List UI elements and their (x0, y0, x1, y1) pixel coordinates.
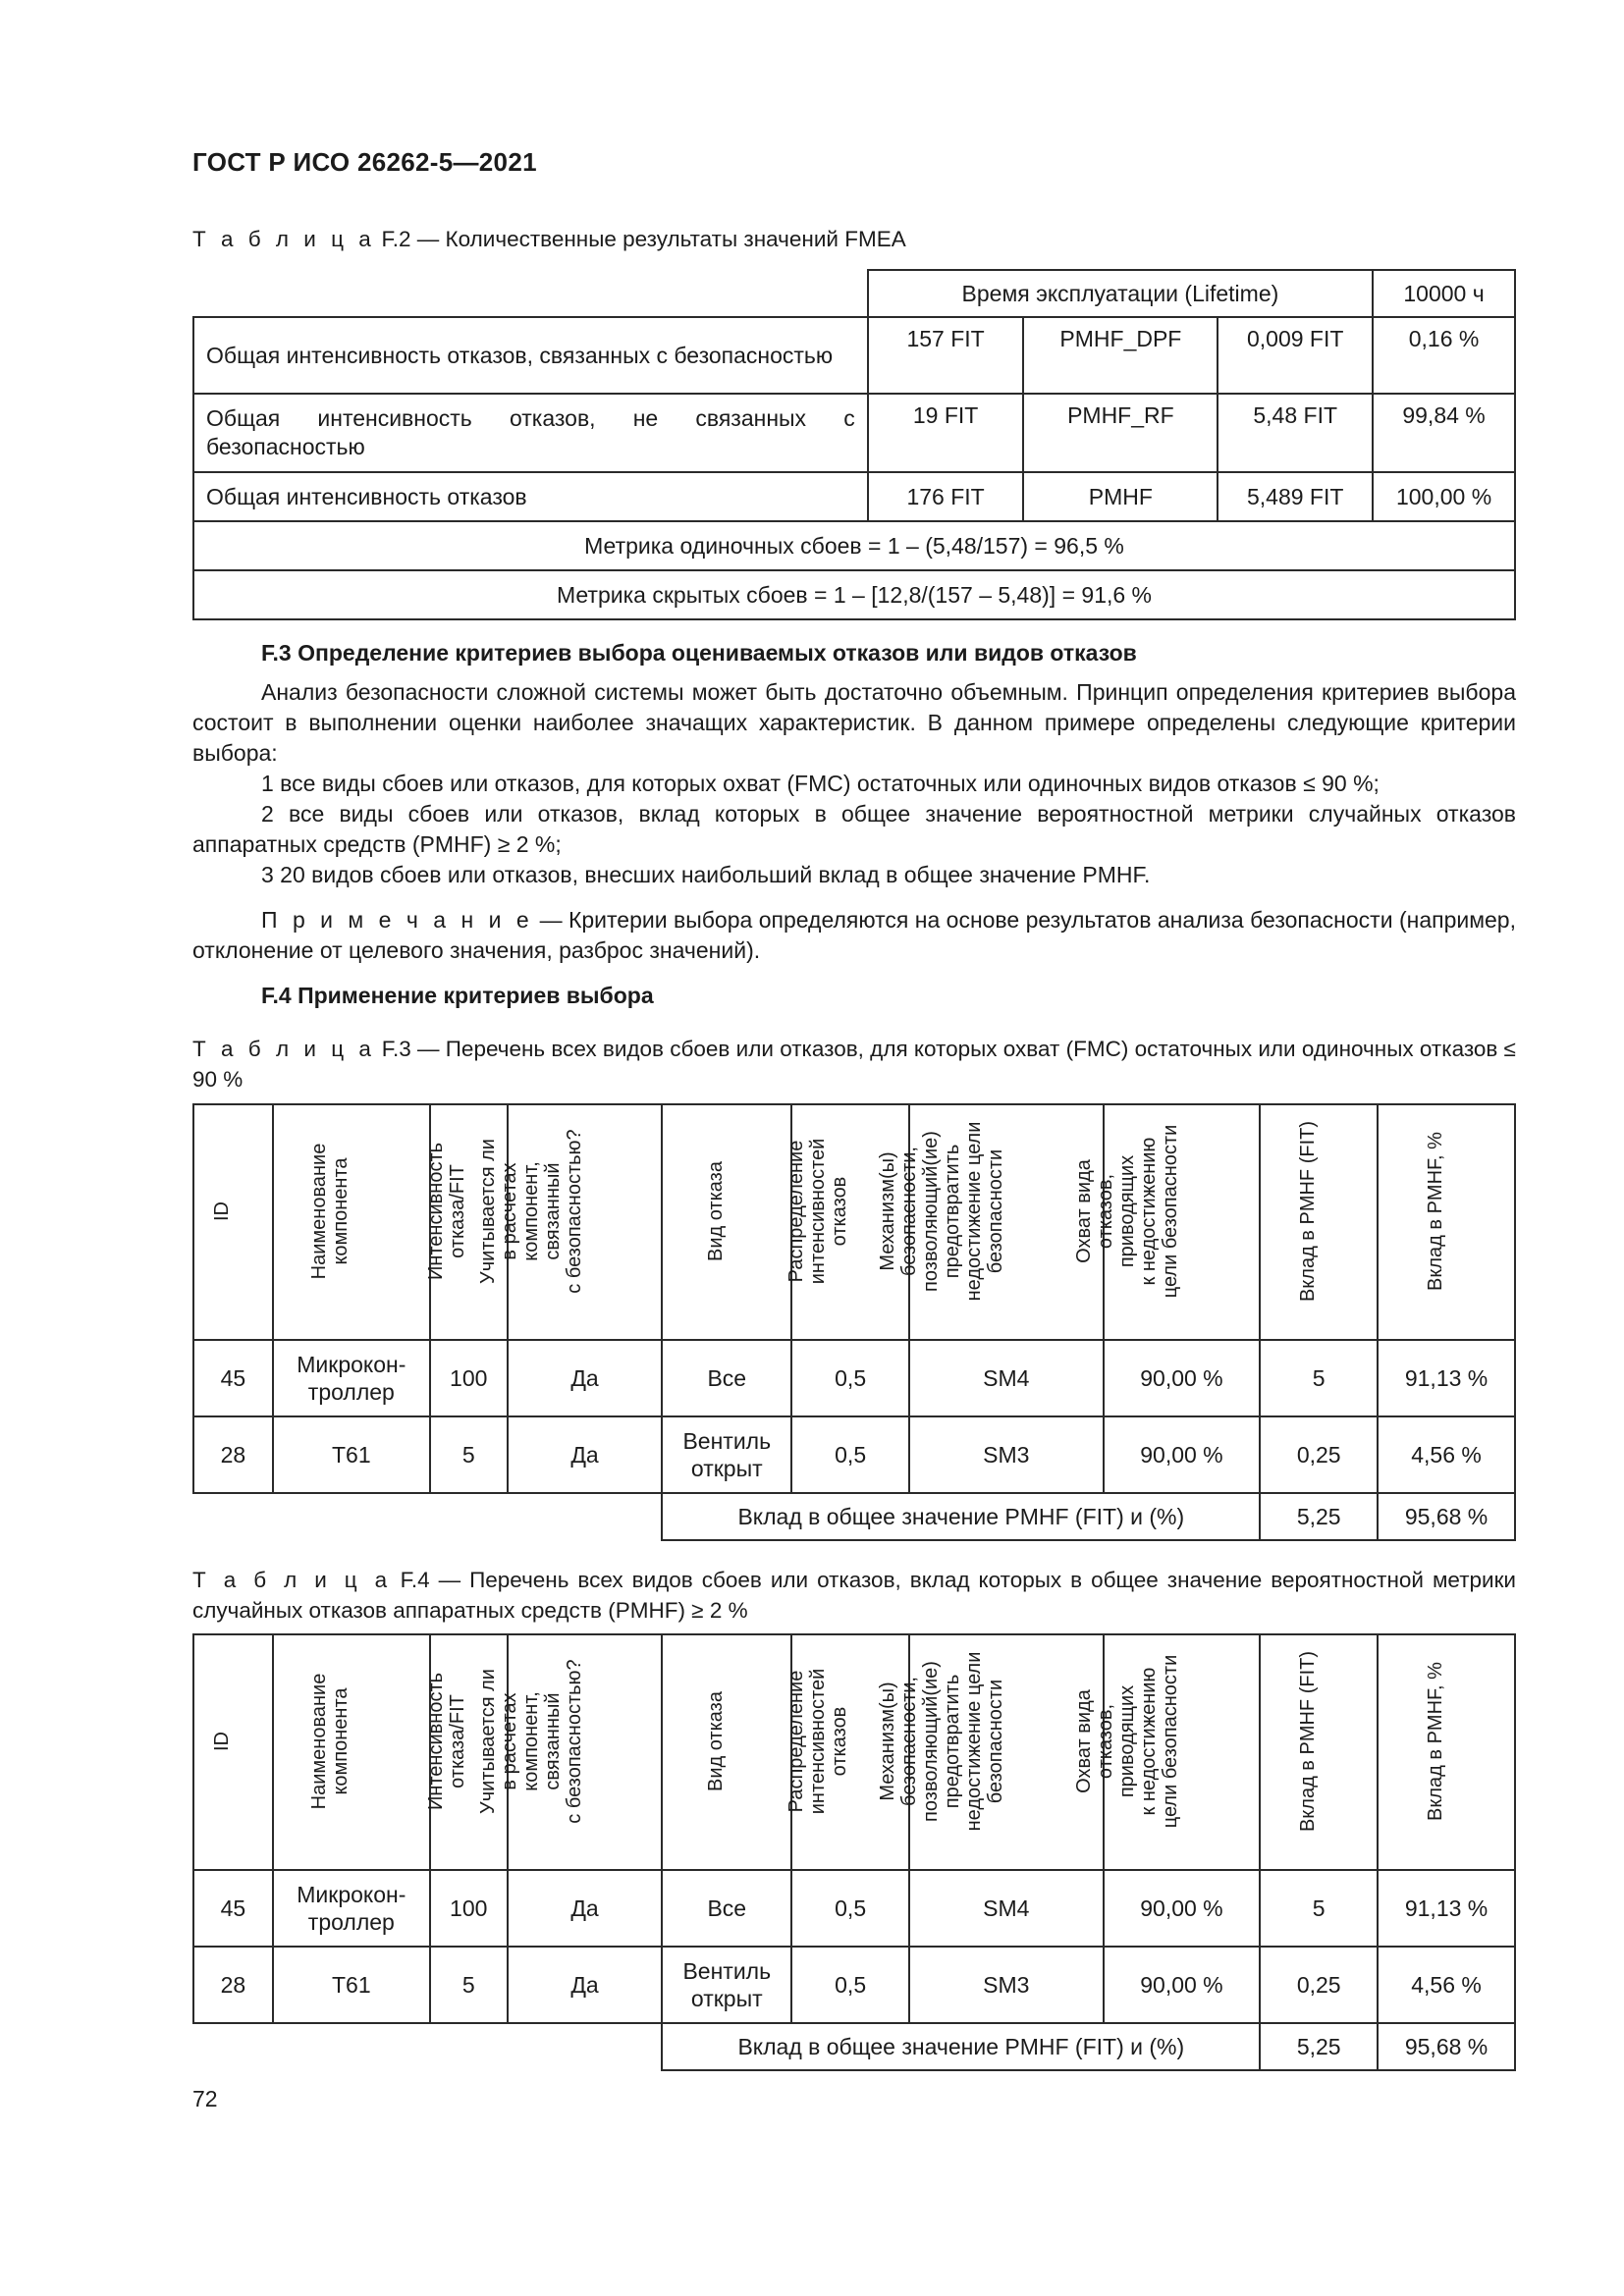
cell-mode: Вентиль открыт (662, 1416, 791, 1493)
col-header-dist: Распределение интенсивностей отказов (791, 1104, 909, 1340)
single-point-metric: Метрика одиночных сбоев = 1 – (5,48/157) = 96,5 % (193, 521, 1515, 570)
cell-counted: Да (508, 1870, 663, 1947)
table-row (193, 394, 1515, 472)
col-header-contrib-pct: Вклад в PMHF, % (1378, 1104, 1515, 1340)
row-metric: PMHF_DPF (1023, 317, 1218, 394)
col-header-contrib-fit: Вклад в PMHF (FIT) (1260, 1104, 1378, 1340)
cell-coverage: 90,00 % (1104, 1947, 1261, 2023)
cell-coverage: 90,00 % (1104, 1340, 1261, 1416)
table-f3-caption-text: F.3 — Перечень всех видов сбоев или отказов, для которых охват (FMC) остаточных или одиночных отказов ≤ 90 % (192, 1037, 1516, 1092)
cell-counted: Да (508, 1947, 663, 2023)
col-header-dist: Распределение интенсивностей отказов (791, 1634, 909, 1870)
criteria-item-1: 1 все виды сбоев или отказов, для которых охват (FMC) остаточных или одиночных видов отказов ≤ 90 %; (261, 771, 1380, 796)
col-header-id: ID (193, 1634, 273, 1870)
col-header-mech: Механизм(ы) безопасности, позволяющий(ие) предотвратить недостижение цели безопасности (909, 1634, 1104, 1870)
latent-fault-metric: Метрика скрытых сбоев = 1 – [12,8/(157 – 5,48)] = 91,6 % (193, 570, 1515, 619)
row-percent: 100,00 % (1373, 472, 1515, 521)
table-f4-caption (192, 1565, 1516, 1626)
total-row (193, 2023, 1515, 2070)
cell-mech: SM4 (909, 1870, 1104, 1947)
cell-contrib-pct: 4,56 % (1378, 1416, 1515, 1493)
table-row (193, 1947, 1515, 2023)
cell-id: 45 (193, 1870, 273, 1947)
table-f4 (192, 1633, 1516, 2071)
row-fit: 19 FIT (868, 394, 1024, 472)
cell-dist: 0,5 (791, 1870, 909, 1947)
cell-contrib-fit: 5 (1260, 1340, 1378, 1416)
cell-rate: 5 (430, 1947, 508, 2023)
cell-id: 28 (193, 1947, 273, 2023)
cell-coverage: 90,00 % (1104, 1416, 1261, 1493)
page-number: 72 (192, 2086, 218, 2111)
cell-name: T61 (273, 1947, 430, 2023)
row-metric: PMHF_RF (1023, 394, 1218, 472)
table-f2-caption-text: F.2 — Количественные результаты значений FMEA (381, 227, 906, 251)
col-header-counted: Учитывается ли в расчетах компонент, связанный с безопасностью? (508, 1104, 663, 1340)
row-metric: PMHF (1023, 472, 1218, 521)
table-row (193, 472, 1515, 521)
row-fit: 176 FIT (868, 472, 1024, 521)
col-header-coverage: Охват вида отказов, приводящих к недостижению цели безопасности (1104, 1634, 1261, 1870)
cell-dist: 0,5 (791, 1416, 909, 1493)
row-percent: 0,16 % (1373, 317, 1515, 394)
cell-contrib-pct: 4,56 % (1378, 1947, 1515, 2023)
table-f2-caption (192, 224, 1516, 254)
cell-mech: SM4 (909, 1340, 1104, 1416)
cell-contrib-pct: 91,13 % (1378, 1340, 1515, 1416)
table-row (193, 1340, 1515, 1416)
col-header-mode: Вид отказа (662, 1634, 791, 1870)
col-header-name: Наименование компонента (273, 1104, 430, 1340)
table-f3-caption (192, 1034, 1516, 1095)
section-f3-title: F.3 Определение критериев выбора оцениваемых отказов или видов отказов (261, 640, 1137, 666)
cell-mode: Вентиль открыт (662, 1947, 791, 2023)
header-row (193, 1634, 1515, 1870)
row-value: 5,489 FIT (1218, 472, 1373, 521)
col-header-coverage: Охват вида отказов, приводящих к недостижению цели безопасности (1104, 1104, 1261, 1340)
cell-name: Микрокон- троллер (273, 1340, 430, 1416)
total-row (193, 1493, 1515, 1540)
table-f2 (192, 269, 1516, 620)
cell-contrib-fit: 0,25 (1260, 1947, 1378, 2023)
row-label: Общая интенсивность отказов, связанных с безопасностью (193, 317, 868, 394)
section-f4-title: F.4 Применение критериев выбора (261, 983, 654, 1008)
cell-contrib-fit: 0,25 (1260, 1416, 1378, 1493)
row-percent: 99,84 % (1373, 394, 1515, 472)
cell-name: T61 (273, 1416, 430, 1493)
cell-mech: SM3 (909, 1416, 1104, 1493)
cell-rate: 5 (430, 1416, 508, 1493)
document-header: ГОСТ Р ИСО 26262-5—2021 (192, 147, 537, 177)
total-pct: 95,68 % (1378, 1493, 1515, 1540)
note-prefix: П р и м е ч а н и е (261, 907, 534, 933)
cell-coverage: 90,00 % (1104, 1870, 1261, 1947)
col-header-id: ID (193, 1104, 273, 1340)
col-header-counted: Учитывается ли в расчетах компонент, связанный с безопасностью? (508, 1634, 663, 1870)
cell-mode: Все (662, 1870, 791, 1947)
row-fit: 157 FIT (868, 317, 1024, 394)
total-fit: 5,25 (1260, 2023, 1378, 2070)
cell-mode: Все (662, 1340, 791, 1416)
col-header-contrib-pct: Вклад в PMHF, % (1378, 1634, 1515, 1870)
col-header-rate: Интенсивность отказа/FIT (430, 1634, 508, 1870)
cell-contrib-fit: 5 (1260, 1870, 1378, 1947)
table-f3 (192, 1103, 1516, 1541)
cell-id: 28 (193, 1416, 273, 1493)
total-fit: 5,25 (1260, 1493, 1378, 1540)
cell-dist: 0,5 (791, 1340, 909, 1416)
row-value: 5,48 FIT (1218, 394, 1373, 472)
table-row (193, 1870, 1515, 1947)
table-f2-caption-prefix: Т а б л и ц а (192, 227, 376, 251)
cell-name: Микрокон- троллер (273, 1870, 430, 1947)
col-header-contrib-fit: Вклад в PMHF (FIT) (1260, 1634, 1378, 1870)
note (192, 905, 1516, 966)
row-label: Общая интенсивность отказов (193, 472, 868, 521)
cell-rate: 100 (430, 1340, 508, 1416)
total-label: Вклад в общее значение PMHF (FIT) и (%) (662, 2023, 1260, 2070)
table-f4-caption-text: F.4 — Перечень всех видов сбоев или отказов, вклад которых в общее значение вероятностной метрики случайных отказов аппаратных средств (PMHF) ≥ 2 % (192, 1568, 1516, 1623)
cell-dist: 0,5 (791, 1947, 909, 2023)
cell-rate: 100 (430, 1870, 508, 1947)
header-row (193, 1104, 1515, 1340)
col-header-rate: Интенсивность отказа/FIT (430, 1104, 508, 1340)
criteria-item-2: 2 все виды сбоев или отказов, вклад которых в общее значение вероятностной метрики случайных отказов аппаратных средств (PMHF) ≥ 2 %; (192, 801, 1516, 857)
table-f3-caption-prefix: Т а б л и ц а (192, 1037, 376, 1061)
lifetime-label: Время эксплуатации (Lifetime) (868, 270, 1373, 317)
section-f3-intro: Анализ безопасности сложной системы может быть достаточно объемным. Принцип определения критериев выбора состоит в выполнении оценки наиболее значащих характеристик. В данном примере определены следующие критерии выбора: (192, 679, 1516, 766)
col-header-mode: Вид отказа (662, 1104, 791, 1340)
total-pct: 95,68 % (1378, 2023, 1515, 2070)
col-header-name: Наименование компонента (273, 1634, 430, 1870)
lifetime-value: 10000 ч (1373, 270, 1515, 317)
cell-mech: SM3 (909, 1947, 1104, 2023)
cell-id: 45 (193, 1340, 273, 1416)
criteria-item-3: 3 20 видов сбоев или отказов, внесших наибольший вклад в общее значение PMHF. (261, 862, 1151, 887)
row-value: 0,009 FIT (1218, 317, 1373, 394)
table-f4-caption-prefix: Т а б л и ц а (192, 1568, 392, 1592)
table-row (193, 1416, 1515, 1493)
table-row (193, 317, 1515, 394)
cell-counted: Да (508, 1416, 663, 1493)
cell-counted: Да (508, 1340, 663, 1416)
note-text: — Критерии выбора определяются на основе результатов анализа безопасности (например, отклонение от целевого значения, разброс значений). (192, 907, 1516, 963)
total-label: Вклад в общее значение PMHF (FIT) и (%) (662, 1493, 1260, 1540)
cell-contrib-pct: 91,13 % (1378, 1870, 1515, 1947)
col-header-mech: Механизм(ы) безопасности, позволяющий(ие) предотвратить недостижение цели безопасности (909, 1104, 1104, 1340)
row-label: Общая интенсивность отказов, не связанных с безопасностью (193, 394, 868, 472)
